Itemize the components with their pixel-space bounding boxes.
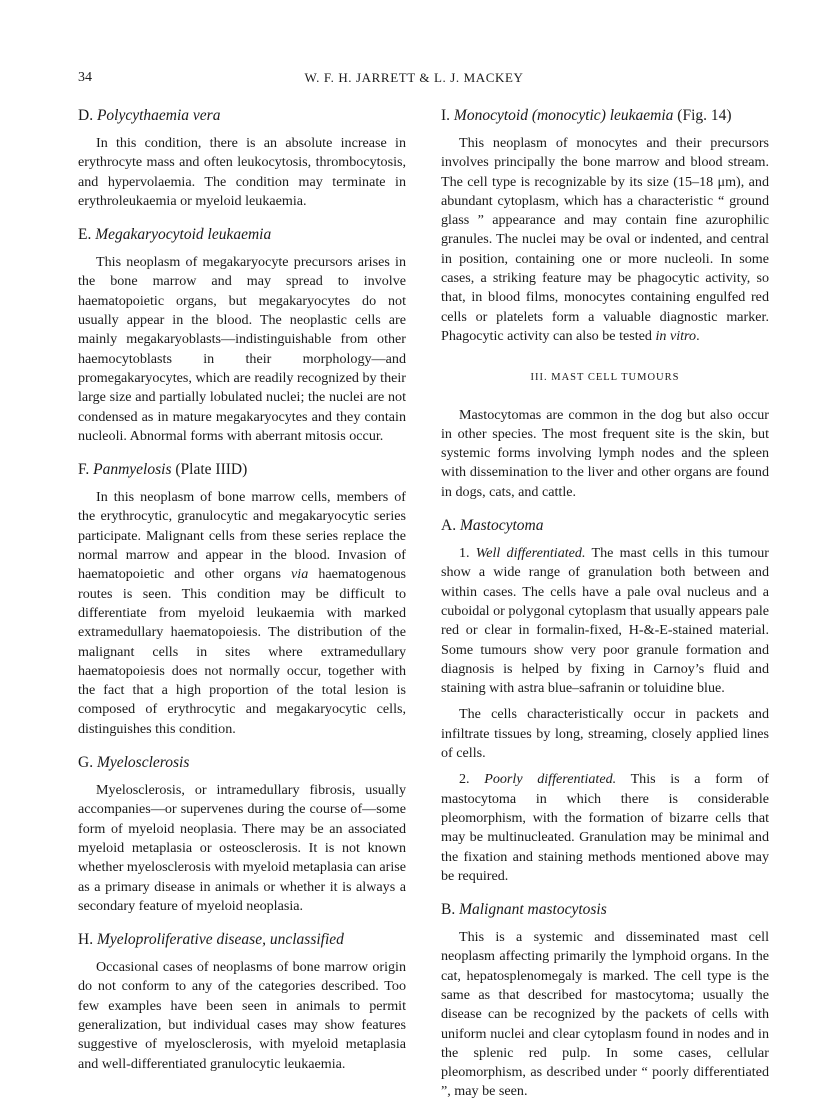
paragraph: Occasional cases of neoplasms of bone marrow origin do not conform to any of the categories described. Too few examples have been seen in animals to permit generalization, but individual cases may show features suggestive of myelosclerosis, with myeloid metaplasia and well-differentiated granulocytic leukaemia. xyxy=(78,959,406,1072)
section-d xyxy=(78,106,406,211)
paragraph: In this neoplasm of bone marrow cells, members of the erythrocytic, granulocytic and megakaryocytic series participate. Malignant cells from these series replace the normal marrow and appear in the blood. Invasion of haematopoietic and other organs via haematogenous routes is seen. This condition may be difficult to differentiate from myeloid leukaemia with marked extramedullary haematopoiesis. The distribution of the malignant cells in sites where extramedullary haematopoiesis does not normally occur, together with the fact that a high proportion of the total lesion is composed of erythrocytic and megakaryocytic cells, distinguishes this condition. xyxy=(78,489,406,737)
section-heading: G. Myelosclerosis xyxy=(78,754,190,772)
section-e xyxy=(78,225,406,446)
paragraph: In this condition, there is an absolute increase in erythrocyte mass and often leukocytosis, thrombocytosis, and hypervolaemia. The condition may terminate in erythroleukaemia or myeloid leukaemia. xyxy=(78,135,406,209)
section-heading: B. Malignant mastocytosis xyxy=(441,901,607,919)
section-heading: A. Mastocytoma xyxy=(441,517,544,535)
left-column xyxy=(78,106,406,1088)
page-number: 34 xyxy=(78,70,92,85)
section-heading: E. Megakaryocytoid leukaemia xyxy=(78,226,272,244)
section-a xyxy=(441,516,769,886)
paragraph: The cells characteristically occur in packets and infiltrate tissues by long, streaming, closely applied lines of cells. xyxy=(441,706,769,762)
section-heading: D. Polycythaemia vera xyxy=(78,107,221,124)
right-column xyxy=(441,106,769,1116)
section-h xyxy=(78,930,406,1074)
section-i xyxy=(441,106,769,346)
part-heading: III. MAST CELL TUMOURS xyxy=(530,372,680,384)
section-b xyxy=(441,900,769,1102)
section-heading: H. Myeloproliferative disease, unclassified xyxy=(78,931,344,949)
section-heading: I. Monocytoid (monocytic) leukaemia (Fig. 14) xyxy=(441,107,732,124)
section-g xyxy=(78,753,406,916)
paragraph: Myelosclerosis, or intramedullary fibrosis, usually accompanies—or supervenes during the course of—some form of myeloid neoplasia. There may be an associated myeloid metaplasia or osteosclerosis. It is not known whether myelosclerosis with myeloid metaplasia can arise as a primary disease in animals or whether it is always a secondary feature of myeloid neoplasia. xyxy=(78,782,406,914)
section-iii-intro xyxy=(441,406,769,502)
paragraph: This neoplasm of megakaryocyte precursors arises in the bone marrow and may spread to involve haematopoietic organs, but megakaryocytes do not usually appear in the blood. The neoplastic cells are mainly megakaryoblasts—indistinguishable from other haemocytoblasts in their morphology—and promegakaryocytes, which are readily recognized by their large size and partially lobulated nuclei; the nuclei are not condensed as in mature megakaryocytes and they contain nucleoli. Abnormal forms with aberrant mitosis occur. xyxy=(78,254,406,444)
page-header xyxy=(78,70,750,90)
paragraph: This neoplasm of monocytes and their precursors involves principally the bone marrow and blood stream. The cell type is recognizable by its size (15–18 μm), and abundant cytoplasm, which has a characteristic “ ground glass ” appearance and may contain fine azurophilic granules. The nuclei may be oval or indented, and central in position, containing one or more nucleoli. In some cases, a striking feature may be phagocytic activity, so that, in blood films, monocytes containing engulfed red cells or platelets form a valuable diagnostic marker. Phagocytic activity can also be tested in vitro. xyxy=(441,135,769,344)
paragraph: 2. Poorly differentiated. This is a form of mastocytoma in which there is considerable pleomorphism, with the formation of bizarre cells that may be multinucleated. Granulation may be minimal and the fixation and staining methods mentioned above may be required. xyxy=(441,771,769,884)
section-f xyxy=(78,460,406,739)
paragraph: Mastocytomas are common in the dog but also occur in other species. The most frequent site is the skin, but systemic forms involving lymph nodes and the spleen with dissemination to the liver and other organs are found in dogs, cats, and cattle. xyxy=(441,406,769,500)
section-heading: F. Panmyelosis (Plate IIID) xyxy=(78,461,248,479)
paragraph: 1. Well differentiated. The mast cells in this tumour show a wide range of granulation both between and within cases. The cells have a pale oval nucleus and a cuboidal or polygonal cytoplasm that usually appears pale red or clear in formalin-fixed, H-&-E-stained material. Some tumours show very poor granule formation and diagnosis is helped by fixing in Carnoy’s fluid and staining with astra blue–safranin or toluidine blue. xyxy=(441,545,769,697)
paragraph: This is a systemic and disseminated mast cell neoplasm affecting primarily the lymphoid organs. In the cat, hepatosplenomegaly is marked. The cell type is the same as that described for mastocytoma; usually the disease can be recognized by the packets of cells with uniform nuclei and clear cytoplasm found in nodes and in the splenic red pulp. In some cases, cellular pleomorphism, as described under “ poorly differentiated ”, may be seen. xyxy=(441,929,769,1100)
running-head: W. F. H. JARRETT & L. J. MACKEY xyxy=(304,70,524,85)
